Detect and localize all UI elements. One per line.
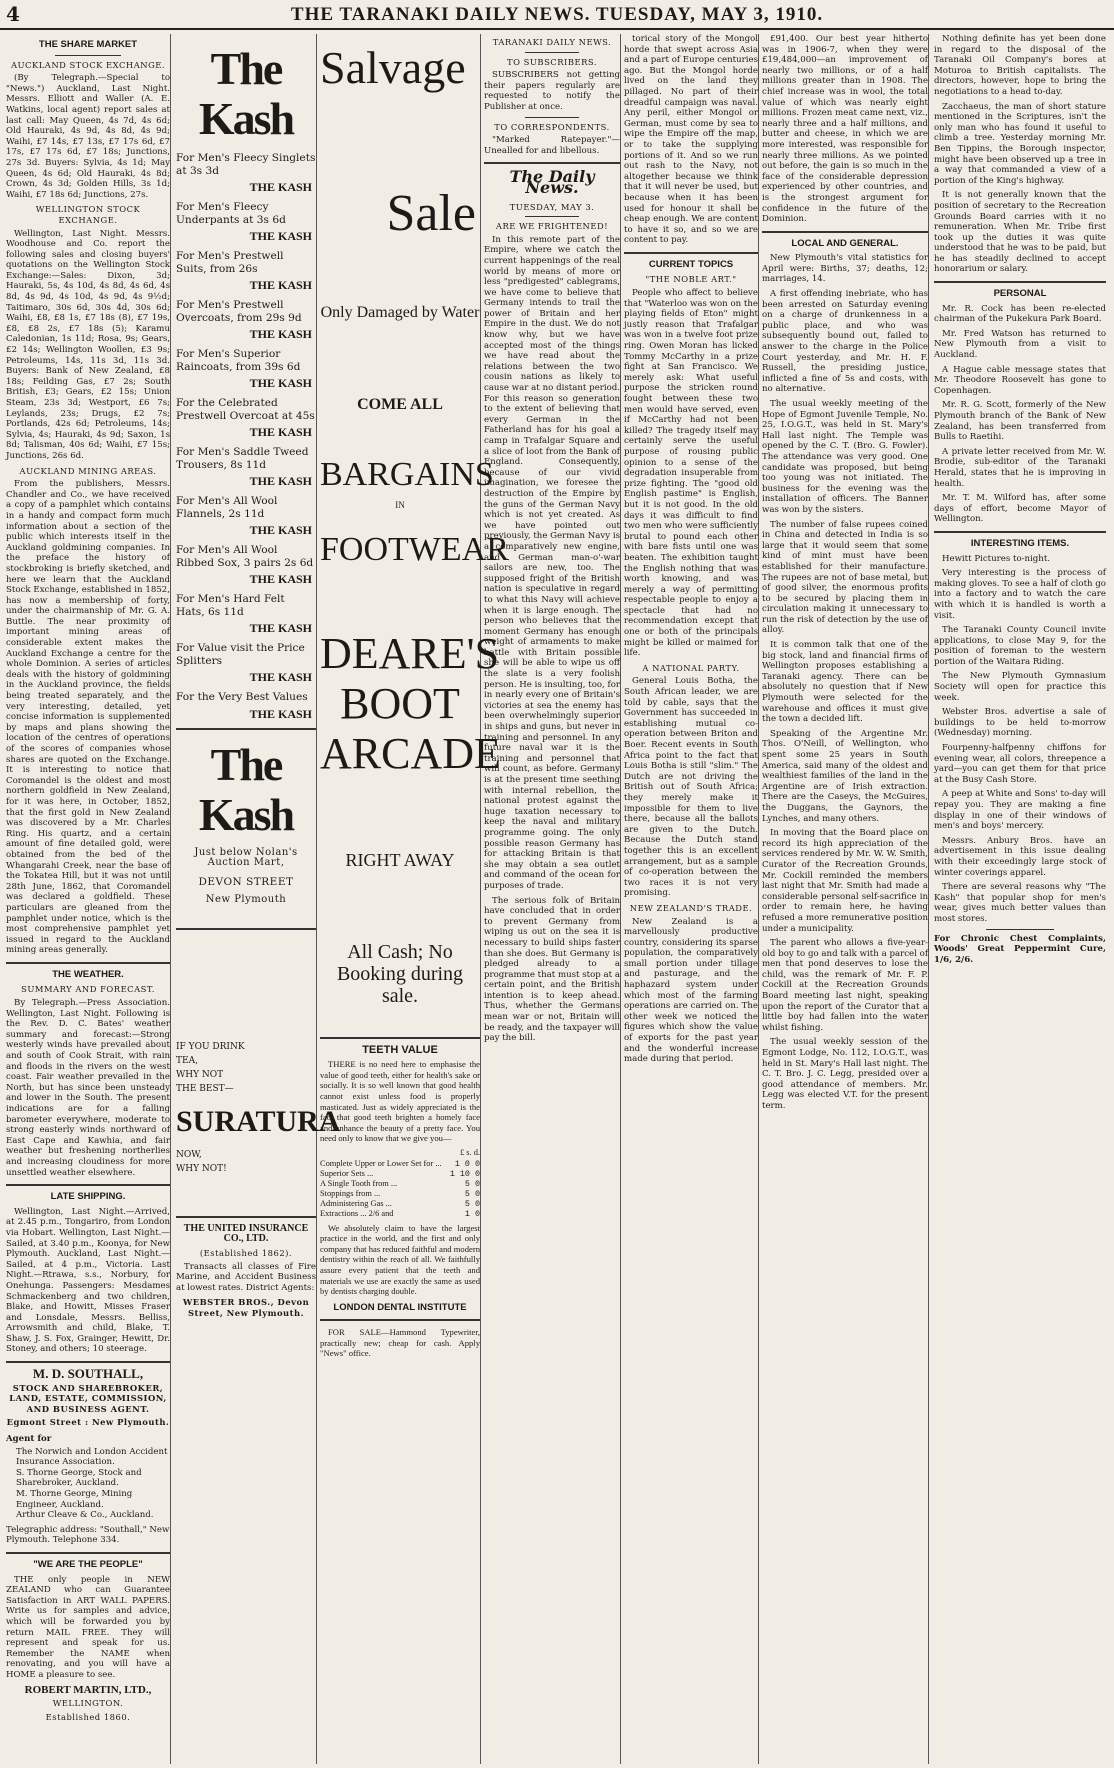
agent-for-label: Agent for <box>6 1434 52 1445</box>
personal-paragraph: A Hague cable message states that Mr. Theodore Roosevelt has gone to Copenhagen. <box>934 364 1106 396</box>
items-paragraph: The New Plymouth Gymnasium Society will open for practice this week. <box>934 671 1106 703</box>
personal-paragraph: Mr. Fred Watson has returned to New Plymouth from a visit to Auckland. <box>934 328 1106 361</box>
items-paragraph: A peep at White and Sons' to-day will repay you. They are making a fine display in one of their windows of men's and boys' mercery. <box>934 789 1106 832</box>
suratura-line: TEA, <box>176 1055 198 1066</box>
price-row <box>320 1179 480 1189</box>
notes-paragraph: Nothing definite has yet been done in regard to the disposal of the Taranaki Oil Company's bores at Moturoa to British capitalists. The directors, however, hope to bring the negotiations to a head to-day. <box>934 34 1106 97</box>
divider <box>525 216 579 217</box>
kash-tag: THE KASH <box>249 621 312 635</box>
divider <box>6 1552 170 1554</box>
leader-heading: ARE WE FRIGHTENED! <box>495 221 609 232</box>
kash-item: For Men's All Wool Flannels, 2s 11d <box>176 495 278 520</box>
divider <box>525 52 579 53</box>
kash-item: For Men's Prestwell Suits, from 26s <box>176 250 284 275</box>
robert-martin-established: Established 1860. <box>45 1711 131 1722</box>
column-editorial <box>484 34 621 1764</box>
kash-item: For Men's Fleecy Singlets at 3s 3d <box>176 152 316 177</box>
price-value: 5 0 <box>464 1198 480 1209</box>
divider <box>176 728 316 730</box>
kash-item: For Men's Superior Raincoats, from 39s 6d <box>176 348 301 373</box>
to-subscribers-text: SUBSCRIBERS not getting their papers regularly are requested to notify the Publisher at once. <box>484 70 620 112</box>
shipping-report: Wellington, Last Night.—Arrived, at 2.45 p.m., Tongariro, from London via Hobart. Wellington, Last Night.—Sailed, at 3.40 p.m., Koonya, for New Plymouth. Auckland, Last Night.—Sailed, at 4 p.m., Victoria. Last Night.—Rtrawa, s.s., Norbury, for Onehunga. Passengers: Mesdames Schmackenberg and two children, Blake, and Howitt, Misses Fraser and Lonsdale, Messrs. Belliss, Arrowsmith and child, Blake, T. Shaw, J. S. Fox, Grainger, Hewitt, Dr. Stoney, and others; 10 steerage. <box>6 1206 170 1355</box>
local-paragraph: The usual weekly session of the Egmont Lodge, No. 112, I.O.G.T., was held in St. Mary's Hall last night. The C. T. Bro. J. C. Legg, presided over a good attendance of members. Mr. Legg was elected V.T. for the present term. <box>762 1037 928 1111</box>
personal-paragraph: Mr. R. G. Scott, formerly of the New Plymouth branch of the Bank of New Zealand, has been transferred from Bulls to Raetihi. <box>934 400 1106 443</box>
southall-name: M. D. SOUTHALL, <box>32 1366 144 1382</box>
column-current-topics <box>624 34 759 1764</box>
southall-trade: STOCK AND SHAREBROKER, LAND, ESTATE, COMMISSION, AND BUSINESS AGENT. <box>9 1382 167 1414</box>
robert-martin-city: WELLINGTON. <box>52 1698 124 1709</box>
price-label: Superior Sets ... <box>320 1168 374 1178</box>
items-paragraph: Very interesting is the process of making gloves. To see a half of cloth go into a factory and to watch the care with which it is handled is worth a visit. <box>934 568 1106 621</box>
kash-tag: THE KASH <box>249 278 312 292</box>
notes-paragraph: It is not generally known that the position of secretary to the Recreation Grounds Board carries with it no remuneration. When Mr. Tribe first took up the duties it was quite understood that he was to be paid, but he has steadily declined to accept honorarium or salary. <box>934 190 1106 275</box>
kash-tag: THE KASH <box>249 180 312 194</box>
dental-institute-name: LONDON DENTAL INSTITUTE <box>333 1301 467 1313</box>
suratura-ad <box>176 1040 341 1176</box>
price-column-header: £ s. d. <box>459 1147 480 1157</box>
kash-tag: THE KASH <box>249 706 312 721</box>
column-share-market <box>6 34 171 1764</box>
local-paragraph: It is common talk that one of the big stock, land and financial firms of Wellington proposes establishing a Taranaki agency. There can be absolutely no question that if New Plymouth were selected for the warehouse and offices it must give the town a decided lift. <box>762 640 928 725</box>
united-insurance-name: THE UNITED INSURANCE CO., LTD. <box>183 1222 309 1245</box>
noble-art-heading: "THE NOBLE ART." <box>645 274 737 285</box>
kash-street: DEVON STREET <box>198 875 294 888</box>
divider <box>55 55 121 56</box>
local-general-heading: LOCAL AND GENERAL. <box>791 237 899 249</box>
noble-art-text: People who affect to believe that "Waterloo was won on the playing fields of Eton" might justly reason that Trafalgar was won in a twelve foot prize ring. Owen Moran has licked Tommy McCarthy in a prize fight at San Francisco. We merely ask: What useful purpose the stricken round fought between these two men would have served, even if McCarthy had not been killed? The tragedy itself may certainly serve the useful purpose of rousing public opinion to a sense of the degradation insuperable from prize fighting. The "good old English pastime" is English, but it is not good. In the old days it was difficult to find two men who were sufficiently brutal to pound each other with bare fists until one was beaten. The exhibition taught the English nothing that was worth knowing, and was merely a way of permitting respectable people to enjoy a spectacle that had no recommendation except that one or both of the principals might be killed or maimed for life. <box>624 288 758 659</box>
price-label: Complete Upper or Lower Set for ... <box>320 1158 442 1168</box>
only-damaged-line: Only Damaged by Water <box>320 304 480 321</box>
price-row <box>320 1189 480 1199</box>
divider <box>525 117 579 118</box>
telegraphic-address: Telegraphic address: "Southall," New Plymouth. Telephone 334. <box>6 1524 170 1546</box>
column-kash-ad <box>176 34 341 1764</box>
personal-paragraph: Mr. R. Cock has been re-elected chairman of the Pukekura Park Board. <box>934 303 1106 325</box>
come-all-line: COME ALL <box>357 396 443 413</box>
kash-title-2: The Kash <box>198 738 294 840</box>
page-number: 4 <box>6 2 20 26</box>
peppermint-cure-ad: For Chronic Chest Complaints, Woods' Great Peppermint Cure, 1/6, 2/6. <box>934 933 1106 965</box>
suratura-brand: SURATURA <box>176 1104 341 1138</box>
shipping-heading: LATE SHIPPING. <box>50 1191 126 1203</box>
kash-item: For the Celebrated Prestwell Overcoat at 45s <box>176 397 315 422</box>
bargains-line: BARGAINS <box>320 456 494 493</box>
divider <box>762 231 928 233</box>
trade-continued: £91,400. Our best year hitherto was in 1906-7, when they were £19,484,000—an improvement of nearly two millions, or of a half millions greater than in 1908. The chief increase was in wool, the total value of which was nearly eight millions. Frozen meat came next, viz., nearly three and a half millions, and butter and cheese, in which we are more interested, was responsible for nearly three millions. As we pointed out before, the gain is so much in the face of the considerable depression experienced by other countries, and is the strongest argument for confidence in the future of the Dominion. <box>762 34 928 225</box>
united-insurance-established: (Established 1862). <box>199 1248 293 1259</box>
deares-boot-arcade: DEARE'S BOOT ARCADE <box>320 628 501 778</box>
national-party-heading: A NATIONAL PARTY. <box>642 662 740 673</box>
divider <box>6 1361 170 1363</box>
kash-item: For the Very Best Values <box>176 691 308 703</box>
agency-item: Arthur Cleave & Co., Auckland. <box>16 1510 154 1521</box>
weather-subheading: SUMMARY AND FORECAST. <box>21 984 155 995</box>
local-paragraph: The usual weekly meeting of the Hope of Egmont Juvenile Temple, No. 25, I.O.G.T., was held in St. Mary's Hall last night. The Temple was opened by the C. T. (Bro. G. Fowler). The attendance was very good. One candidate was proposed, but being too young was not initiated. The business for the evening was the installation of officers. The Banner was won by the sisters. <box>762 399 928 515</box>
kash-title: The Kash <box>198 43 294 144</box>
divider <box>624 252 758 254</box>
kash-tag: THE KASH <box>249 376 312 390</box>
weather-heading: THE WEATHER. <box>52 968 124 980</box>
mining-areas-article: From the publishers, Messrs. Chandler and Co., we have received a copy of a pamphlet which contains in a handy and compact form much information about a section of the public which interests itself in the Auckland goldmining companies. In the preface the history of stockbroking is briefly sketched, and here we learn that the Auckland Stock Exchange, established in 1852, has now a membership of forty, under the chairmanship of Mr. G. A. Buttle. The near proximity of important mining areas of considerable extent makes the Auckland Exchange a centre for the whole Dominion. A series of articles deals with the history of goldmining in the Auckland province, the fields being treated separately, and the very interesting, detailed, yet concise information is supplemented by maps and plans showing the location of the centres of operations of the scores of companies whose shares are quoted on the Exchange. It is interesting to notice that Coromandel is the oldest and most northern goldfield in New Zealand, for it was here, in October, 1852, that the first gold in New Zealand was discovered by a Mr. Charles Ring. His quartz, and a certain amount of fine detailed gold, were obtained from the bed of the Whangarahi Creek, near the base of the Tokatea Hill, but it was not until 28th June, 1862, that Coromandel was declared a goldfield. These particulars are gleaned from the pamphlet under notice, which is the most comprehensive pamphlet yet issued in regard to the Auckland mining areas generally. <box>6 479 170 956</box>
items-paragraph: Fourpenny-halfpenny chiffons for evening wear, all colors, threepence a yard—you can get them for that price at the Busy Cash Store. <box>934 743 1106 785</box>
leader-continued: torical story of the Mongol horde that swept across Asia and a part of Europe centuries ago. But the Mongol horde lived on the land they pillaged. No part of their dreadful campaign was naval. Any peril, either Mongol or German, must come by sea to wipe the Empire off the map, or to take the supplying portions of it. And so we run out rash to the Navy, not altogether because we think that it will never be used, but because when it has been used for honour it shall be cheap enough. We are content to have it so, and so we are content to pay. <box>624 34 758 246</box>
price-value: 1 10 0 <box>449 1168 480 1179</box>
notes-paragraph: Zacchaeus, the man of short stature mentioned in the Scriptures, isn't the only man who has found it useful to climb a tree. Yesterday morning Mr. Ben Tippins, the Borough inspector, might have been observed up a tree in a way that commanded a view of a portion of the King's highway. <box>934 101 1106 186</box>
suratura-line: THE BEST— <box>176 1083 234 1094</box>
daily-news-blackletter: The Daily News. <box>509 167 595 197</box>
price-value: 1 0 0 <box>454 1158 480 1169</box>
price-label: Stoppings from ... <box>320 1188 381 1198</box>
wellington-report: Wellington, Last Night. Messrs. Woodhouse and Co. report the following sales and closing buyers' quotations on the Wellington Stock Exchange:—Sales: Dixon, 3d; Hauraki, 5s, 4s 10d, 4s 8d, 4s 6d, 4s 8d, 4s 9d, 4s 10d, 4s 9d, 4s 9½d; Taitimaro, 30s 6d, 30s 4d, 30s 6d; Waihi, £8, £8 1s, £7 18s (8), £7 19s, £8, £8 2s, £7 18s (5); Karamu Caledonian, 1s 11d; Rosa, 9s; Gears, £2 14s; Wellington Woollen, £3 9s; Petroleums, 14s, 11s 3d, 11s 3d. Buyers: Bank of New Zealand, £8 18s; Feilding Gas, £7 2s; South British, £3; Gears, £2 15s; Union Steam, 23s 3d; Westport, £6 7s; Leylands, 23s; Drugs, £2 7s; Portlands, 42s 6d; Petroleums, 14s; Sylvia, 4s; Hauraki, 4s 9d; Saxon, 1s 8d; Talisman, 40s 6d; Waihi, £7 15s; Junctions, 26s 6d. <box>6 228 170 461</box>
teeth-value-heading: TEETH VALUE <box>362 1043 438 1056</box>
divider <box>320 1037 480 1039</box>
kash-item: For Men's Hard Felt Hats, 6s 11d <box>176 593 285 618</box>
kash-item: For Men's All Wool Ribbed Sox, 3 pairs 2s 6d <box>176 544 314 569</box>
auckland-report: (By Telegraph.—Special to "News.") Auckland, Last Night. Messrs. Elliott and Waller (A. E. Watkins, local agent) report sales at last call: May Queen, 4s 7d, 4s 6d; Old Hauraki, 4s 9d, 4s 8d, 4s 9d; Waihi, £7 14s, £7 13s, £7 17s 6d, £7 17s, £7 17s 6d, £7 18s; Junctions, 27s 3d. Buyers: Sylvia, 4s 1d; May Queen, 4s 6d; Old Hauraki, 4s 8d; Crown, 4s 3d; Golden Hills, 3s 1d; Waihi, £7 18s 6d; Junctions, 27s. <box>6 73 170 200</box>
items-paragraph: The Taranaki County Council invite applications, to close May 9, for the position of foreman to the western portion of the Waitara Riding. <box>934 625 1106 667</box>
teeth-value-text: THERE is no need here to emphasise the value of good teeth, either for health's sake or socially. It is so well known that good health cannot exist unless food is properly masticated. Just as widely appreciated is the fact that good teeth brighten a homely face and enhance the beauty of a pretty face. You need only to know that we give you— <box>320 1059 480 1144</box>
right-away-line: RIGHT AWAY <box>345 849 455 870</box>
items-paragraph: Webster Bros. advertise a sale of buildings to be held to-morrow (Wednesday) morning. <box>934 707 1106 739</box>
nz-trade-heading: NEW ZEALAND'S TRADE. <box>629 902 753 913</box>
divider <box>986 929 1055 930</box>
masthead <box>0 0 1114 30</box>
to-correspondents-text: "Marked Ratepayer."—Unealled for and libellous. <box>484 135 620 156</box>
wallpaper-ad-heading: "WE ARE THE PEOPLE" <box>33 1558 143 1570</box>
personal-heading: PERSONAL <box>993 288 1047 300</box>
mining-areas-heading: AUCKLAND MINING AREAS. <box>19 465 157 476</box>
newspaper-title: THE TARANAKI DAILY NEWS. TUESDAY, MAY 3, 1910. <box>290 4 824 25</box>
price-row <box>320 1199 480 1209</box>
kash-tag: THE KASH <box>249 327 312 341</box>
local-paragraph: In moving that the Board place on record its high appreciation of the services rendered by Mr. W. W. Smith, Curator of the Recreation Grounds, Mr. Cockill reminded the members last night that Mr. Smith had made a considerable personal self-sacrifice in order to remain here, he having refused a more remunerative position under a municipality. <box>762 828 928 934</box>
kash-town: New Plymouth <box>205 894 287 906</box>
suratura-line: WHY NOT <box>176 1069 224 1080</box>
auckland-exchange-heading: AUCKLAND STOCK EXCHANGE. <box>10 59 166 70</box>
kash-tag: THE KASH <box>249 523 312 537</box>
divider <box>176 928 316 930</box>
divider <box>6 1184 170 1186</box>
agency-item: S. Thorne George, Stock and Sharebroker, Auckland. <box>16 1467 142 1489</box>
suratura-line: WHY NOT! <box>176 1163 227 1174</box>
kash-location: Just below Nolan's Auction Mart, <box>194 846 298 869</box>
items-paragraph: Messrs. Anbury Bros. have an advertisement in this issue dealing with their exceedingly large stock of winter coverings apparel. <box>934 835 1106 878</box>
weather-report: By Telegraph.—Press Association. Wellington, Last Night. Following is the Rev. D. C. Bates' weather summary and forecast:—Strong westerly winds have prevailed about and south of Cook Strait, with rain and floods in the rivers on the west coast. Fair weather prevailed in the North, but has since been unsteady and lower in the South. The present indications are for a falling barometer everywhere, moderate to strong easterly winds northward of East Cape and Kawhia, and fair weather but freshening northerlies and increasing cloudiness for more unsettled weather elsewhere. <box>6 998 170 1178</box>
divider <box>320 1319 480 1321</box>
paper-name: TARANAKI DAILY NEWS. <box>492 37 612 47</box>
price-row <box>320 1209 480 1219</box>
local-paragraph: A first offending inebriate, who has been arrested on Saturday evening on a charge of drunkenness in a public place, and who was subsequently bound out, failed to answer to the charge in the Police Court yesterday, and Mr. H. F. Russell, the presiding justice, inflicted a fine of 5s and costs, with no alternative. <box>762 289 928 395</box>
agency-item: M. Thorne George, Mining Engineer, Auckland. <box>16 1489 133 1510</box>
local-paragraph: The number of false rupees coined in China and detected in India is so large that it would seem that some kind of mint must have been established for their manufacture. The rupees are not of base metal, but of good silver, the enormous profits to be secured by placing them in circulation making it unnecessary to run the risk of detection by the use of alloy. <box>762 519 928 636</box>
share-market-heading: THE SHARE MARKET <box>38 39 138 50</box>
leader-text: In this remote part of the Empire, where we catch the current happenings of the real world by means of more or less "predigested" cablegrams, we have come to believe that Germany intends to trail the power of Britain and her Empire in the dust. We do not know why, but we have accepted most of the things we have read about the relations between the two cousin nations as likely to cause war at no distant period. For this reason so generation to the extent of believing that every German in the Fatherland has for his goal a camp in Trafalgar Square and a slice of loot from the Bank of England. Consequently, because of our vivid imagination, we foresee the destruction of the Empire by the guns of the German Navy which is not yet created. As we have pointed out previously, the German Navy is a comparatively new engine, and German man-o'-war sailors are new, too. The supposed fright of the British nation is speculative in regard to what this Navy will achieve when it is large enough. The person who believes that the moment Germany has enough weight of armaments to make battle with Britain possible she will be able to wipe us off the slate is a very foolish person. He is insulting, too, for in nearly every one of Britain's victories at sea the enemy has been overwhelmingly superior in ships and guns, but never in training and personnel. In any future naval war it is the training and personnel that will count, as before. Germany is at the present time seething with internal rebellion, the national protest against the huge taxation necessary to keep the naval and military programme going. The only possible reason Germany has for attacking Britain is that she may obtain a sea outlet and command of the ocean for purposes of trade. <box>484 234 620 891</box>
kash-item: For Men's Prestwell Overcoats, from 29s 9d <box>176 299 302 324</box>
kash-tag: THE KASH <box>249 425 312 439</box>
kash-item: For Men's Fleecy Underpants at 3s 6d <box>176 201 286 226</box>
wellington-exchange-heading: WELLINGTON STOCK EXCHANGE. <box>35 204 141 225</box>
nz-trade-text: New Zealand is a marvellously productive country, considering its sparse population, the comparatively small portion under tillage and pasturage, and the haphazard system under which most of the farming operations are carried on. The other week we noticed the figures which show the value of exports for the past year and the wonderful increase made during that period. <box>624 916 758 1065</box>
price-label: Extractions ... 2/6 and <box>320 1208 394 1218</box>
all-cash-line: All Cash; No Booking during sale. <box>336 940 464 1007</box>
southall-address: Egmont Street : New Plymouth. <box>6 1417 170 1428</box>
divider <box>6 962 170 964</box>
in-line: IN <box>395 500 405 510</box>
kash-tag: THE KASH <box>249 572 312 586</box>
price-value: 5 0 <box>464 1178 480 1189</box>
divider <box>176 1216 316 1218</box>
price-label: Administering Gas ... <box>320 1198 392 1208</box>
kash-tag: THE KASH <box>249 670 312 684</box>
robert-martin-name: ROBERT MARTIN, LTD., <box>24 1683 152 1696</box>
divider <box>934 281 1106 283</box>
kash-item: For Men's Saddle Tweed Trousers, 8s 11d <box>176 446 309 471</box>
divider <box>484 162 620 164</box>
sale-title: Sale <box>386 185 476 242</box>
typewriter-ad: FOR SALE—Hammond Typewriter, practically new; cheap for cash. Apply "News" office. <box>320 1327 480 1359</box>
local-paragraph: Speaking of the Argentine Mr. Thos. O'Neill, of Wellington, who spent some 25 years in South America, said many of the oldest and wealthiest families of the land in the Argentine are of Irish extraction. There are the Caseys, the McGuires, the Duggans, the Gaynors, the Lynches, and many others. <box>762 728 928 824</box>
agency-list <box>16 1447 170 1521</box>
price-list <box>320 1159 480 1219</box>
price-row <box>320 1159 480 1169</box>
agency-item: The Norwich and London Accident Insurance Association. <box>16 1446 168 1468</box>
united-insurance-agents: WEBSTER BROS., Devon Street, New Plymouth. <box>182 1297 310 1319</box>
items-paragraph: There are several reasons why "The Kash" that popular shop for men's wear, gives much better values than most stores. <box>934 882 1106 924</box>
leader-text-2: The serious folk of Britain have concluded that in order to prevent Germany from wiping us out on the sea it is necessary to build ships faster than she does. But Germany is pledged already to a programme that must stop at a certain point, and the British intention is to keep ahead. Thus, whether the Germans mean war or not, Britain will be ready, and the taxpayer will pay the bill. <box>484 895 620 1044</box>
personal-paragraph: Mr. T. M. Wilford has, after some days of effort, become Mayor of Wellington. <box>934 493 1106 525</box>
items-paragraph: Hewitt Pictures to-night. <box>942 553 1051 564</box>
column-local-general <box>762 34 929 1764</box>
united-insurance-text: Transacts all classes of Fire Marine, and Accident Business at lowest rates. District Agents: <box>176 1261 316 1293</box>
national-party-text: General Louis Botha, the South African leader, we are told by cable, says that the Government has succeeded in establishing mutual co-operation between Briton and Boer. Recent events in South Africa point to the fact that Louis Botha is still "slim." The Dutch are not driving the British out of South Africa; they merely make it impossible for them to live there, because all the ballots are given to the Dutch. Because the Dutch stand together this is an excellent arrangement, but as a sample of co-operation between the two races it is not very promising. <box>624 676 758 899</box>
interesting-items-heading: INTERESTING ITEMS. <box>970 537 1070 549</box>
column-personal <box>934 34 1106 1764</box>
price-value: 1 0 <box>464 1208 480 1219</box>
price-value: 5 0 <box>464 1188 480 1199</box>
kash-tag: THE KASH <box>249 474 312 488</box>
personal-paragraph: A private letter received from Mr. W. Brodie, sub-editor of the Taranaki Herald, states that he is improving in health. <box>934 446 1106 489</box>
to-correspondents-heading: TO CORRESPONDENTS. <box>494 121 610 132</box>
to-subscribers-heading: TO SUBSCRIBERS. <box>507 56 597 67</box>
wallpaper-ad-text: THE only people in NEW ZEALAND who can Guarantee Satisfaction in ART WALL PAPERS. Write us for samples and advice, which will be forwarded you by return MAIL FREE. They will represent and speak for us. Remember the NAME when renovating, and you will have a HOME a pleasure to see. <box>6 1574 170 1680</box>
divider <box>934 531 1106 533</box>
local-paragraph: New Plymouth's vital statistics for April were: Births, 37; deaths, 12; marriages, 14. <box>762 253 928 285</box>
suratura-line: NOW, <box>176 1149 202 1160</box>
kash-tag: THE KASH <box>249 229 312 243</box>
local-paragraph: The parent who allows a five-year-old boy to go and talk with a parcel of men that pond deserves to lose the child, was the remark of Mr. F. P. Cockill at the Recreation Grounds Board meeting last night, speaking upon the report of the Curator that a little boy had fallen into the water whilst fishing. <box>762 938 928 1033</box>
price-label: A Single Tooth from ... <box>320 1178 398 1188</box>
issue-date: TUESDAY, MAY 3. <box>509 201 595 212</box>
kash-item: For Value visit the Price Splitters <box>176 642 305 667</box>
teeth-value-text-2: We absolutely claim to have the largest practice in the world, and the first and only company that has reduced faithful and modern dentistry within the reach of all. We faithfully assure every patient that the teeth and materials we use are exactly the same as used by dentists charging double. <box>320 1222 480 1297</box>
salvage-title: Salvage <box>320 42 466 93</box>
price-row <box>320 1169 480 1179</box>
current-topics-heading: CURRENT TOPICS <box>648 258 734 270</box>
column-salvage-ad <box>320 34 509 1764</box>
footwear-line: FOOTWEAR <box>320 530 509 568</box>
suratura-line: IF YOU DRINK <box>176 1041 245 1052</box>
